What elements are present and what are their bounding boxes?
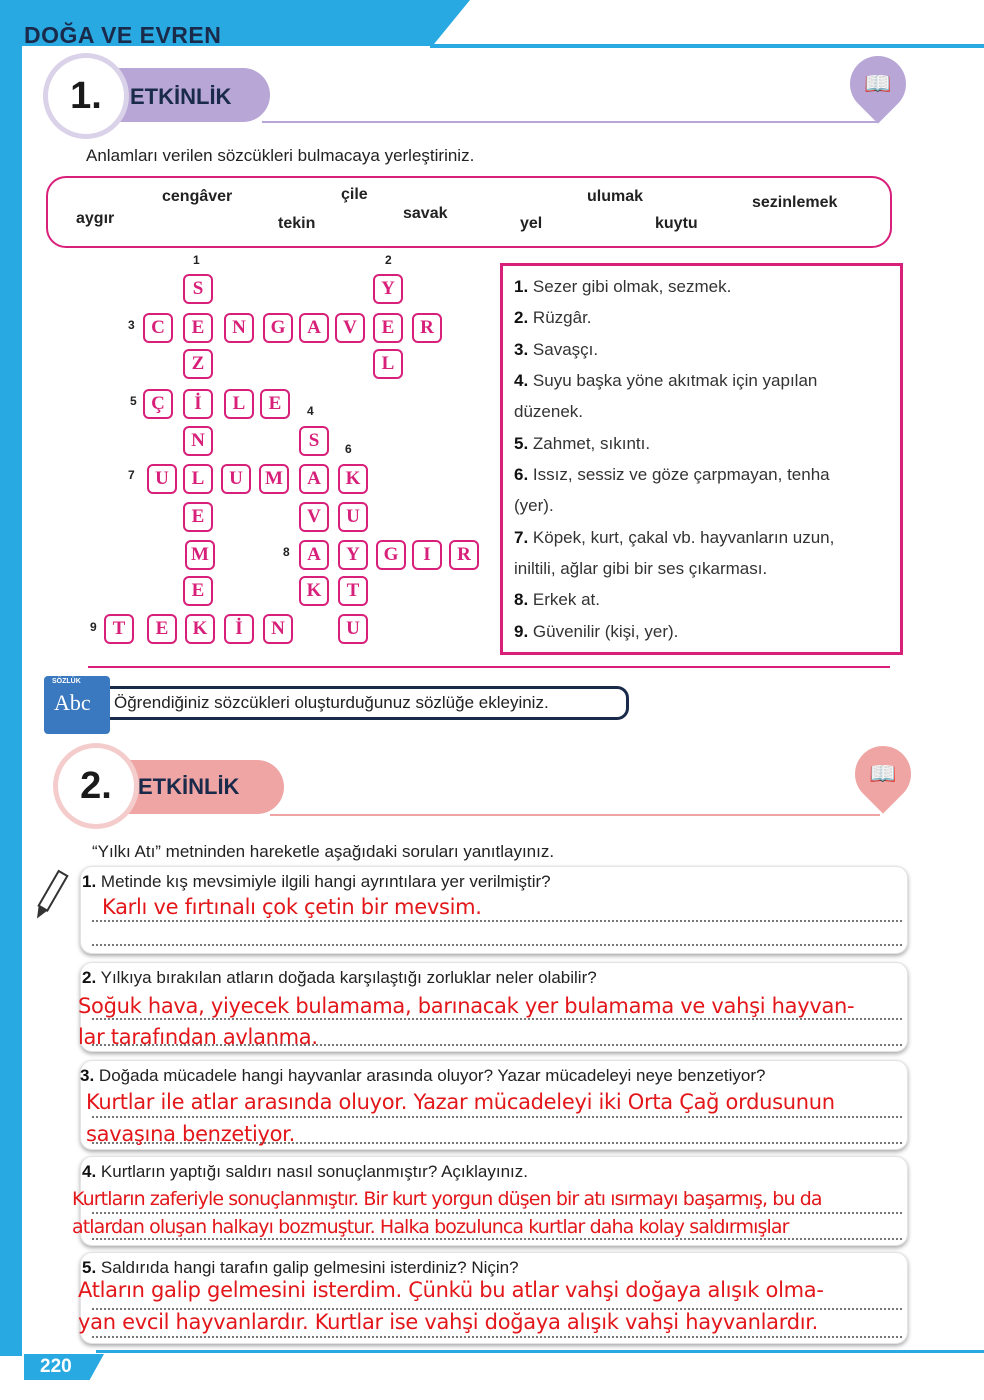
- activity1-number: 1.: [70, 74, 102, 117]
- clue-line: (yer).: [514, 496, 554, 515]
- answer-text: Karlı ve fırtınalı çok çetin bir mevsim.: [102, 895, 482, 919]
- crossword-cell: N: [224, 313, 254, 343]
- book-pin-icon: 📖: [843, 734, 922, 813]
- crossword-cell: S: [183, 274, 213, 304]
- clue-number: 4: [307, 404, 314, 418]
- word-bank-item: aygır: [76, 210, 115, 227]
- left-margin-stripe: [0, 46, 22, 1356]
- crossword-cell: A: [299, 540, 329, 570]
- clue-line: 9. Güvenilir (kişi, yer).: [514, 622, 679, 641]
- activity2-number-badge: [58, 748, 134, 824]
- crossword-cell: T: [338, 576, 368, 606]
- pencil-icon: [30, 868, 70, 924]
- question-text: 1. Metinde kış mevsimiyle ilgili hangi ayrıntılara yer verilmiştir?: [82, 872, 551, 891]
- answer-text: yan evcil hayvanlardır. Kurtlar ise vahşi doğaya alışık vahşi hayvanlardır.: [78, 1310, 819, 1334]
- crossword-cell: E: [183, 502, 213, 532]
- crossword-cell: I: [412, 540, 442, 570]
- word-bank: [46, 176, 892, 248]
- clue-line: 6. Issız, sessiz ve göze çarpmayan, tenha: [514, 465, 830, 484]
- crossword-cell: L: [183, 464, 213, 494]
- clue-line: 2. Rüzgâr.: [514, 308, 592, 327]
- page-number: 220: [40, 1356, 72, 1377]
- activity1-rule: [262, 121, 878, 123]
- word-bank-item: ulumak: [587, 188, 644, 205]
- clue-number: 5: [130, 394, 137, 408]
- crossword-cell: S: [299, 426, 329, 456]
- activity1-label: ETKİNLİK: [130, 84, 232, 109]
- clue-number: 3: [128, 318, 135, 332]
- activity2-rule: [270, 814, 880, 816]
- answer-line: [92, 1212, 902, 1214]
- answer-text: Kurtlar ile atlar arasında oluyor. Yazar mücadeleyi iki Orta Çağ ordusunun: [86, 1090, 835, 1114]
- answer-line: [92, 944, 902, 946]
- answer-text: lar tarafından avlanma.: [78, 1025, 318, 1049]
- clue-line: 5. Zahmet, sıkıntı.: [514, 434, 651, 453]
- unit-title: DOĞA VE EVREN: [24, 22, 222, 48]
- crossword-cell: M: [185, 540, 215, 570]
- sozluk-text: Öğrendiğiniz sözcükleri oluşturduğunuz sözlüğe ekleyiniz.: [114, 693, 549, 712]
- crossword-cell: L: [224, 389, 254, 419]
- answer-line: [92, 1116, 902, 1118]
- answer-line: [92, 1336, 902, 1338]
- clue-number: 8: [283, 545, 290, 559]
- crossword-cell: E: [183, 576, 213, 606]
- answer-text: Kurtların zaferiyle sonuçlanmıştır. Bir kurt yorgun düşen bir atı ısırmayı başarmış, bu da: [72, 1188, 822, 1210]
- word-bank-item: kuytu: [655, 215, 698, 232]
- crossword-cell: İ: [224, 614, 254, 644]
- crossword-cell: A: [299, 464, 329, 494]
- answer-text: atlardan oluşan halkayı bozmuştur. Halka bozulunca kurtlar daha kolay saldırmışlar: [72, 1216, 789, 1238]
- crossword-cell: G: [263, 313, 293, 343]
- clue-line: 3. Savaşçı.: [514, 340, 599, 359]
- crossword-cell: T: [104, 614, 134, 644]
- header-rule: [430, 44, 984, 48]
- footer-rule: [96, 1350, 984, 1353]
- answer-text: savaşına benzetiyor.: [86, 1122, 295, 1146]
- clue-number: 7: [128, 468, 135, 482]
- word-bank-item: savak: [403, 205, 448, 222]
- crossword-cell: E: [183, 313, 213, 343]
- clue-number: 2: [385, 253, 392, 267]
- crossword-cell: İ: [183, 389, 213, 419]
- word-bank-item: yel: [520, 215, 543, 232]
- crossword-cell: A: [299, 313, 329, 343]
- crossword-cell: E: [147, 614, 177, 644]
- clue-line: 4. Suyu başka yöne akıtmak için yapılan: [514, 371, 818, 390]
- answer-text: Atların galip gelmesini isterdim. Çünkü bu atlar vahşi doğaya alışık olma-: [78, 1278, 824, 1302]
- crossword-cell: R: [449, 540, 479, 570]
- question-text: 5. Saldırıda hangi tarafın galip gelmesini isterdiniz? Niçin?: [82, 1258, 519, 1277]
- crossword-cell: Y: [373, 274, 403, 304]
- clue-line: 8. Erkek at.: [514, 590, 601, 609]
- activity1-instruction: Anlamları verilen sözcükleri bulmacaya yerleştiriniz.: [86, 146, 475, 165]
- clue-number: 6: [345, 442, 352, 456]
- clue-line: düzenek.: [514, 402, 583, 421]
- activity2-label: ETKİNLİK: [138, 774, 240, 799]
- crossword-cell: K: [338, 464, 368, 494]
- crossword-cell: E: [373, 313, 403, 343]
- clue-line: iniltili, ağlar gibi bir ses çıkarması.: [514, 559, 768, 578]
- question-text: 3. Doğada mücadele hangi hayvanlar arasında oluyor? Yazar mücadeleyi neye benzetiyor?: [80, 1066, 766, 1085]
- crossword-cell: L: [373, 349, 403, 379]
- crossword-cell: M: [259, 464, 289, 494]
- section-divider: [88, 666, 890, 668]
- abc-label: Abc: [54, 690, 91, 715]
- answer-line: [92, 1018, 902, 1020]
- word-bank-item: cengâver: [162, 188, 233, 205]
- question-text: 4. Kurtların yaptığı saldırı nasıl sonuçlanmıştır? Açıklayınız.: [82, 1162, 528, 1181]
- clue-line: 1. Sezer gibi olmak, sezmek.: [514, 277, 732, 296]
- word-bank-item: tekin: [278, 215, 316, 232]
- crossword-cell: K: [299, 576, 329, 606]
- activity2-instruction: “Yılkı Atı” metninden hareketle aşağıdaki soruları yanıtlayınız.: [92, 842, 555, 861]
- book-pin-icon: 📖: [838, 44, 917, 123]
- crossword-cell: V: [299, 502, 329, 532]
- clue-line: 7. Köpek, kurt, çakal vb. hayvanların uzun,: [514, 528, 835, 547]
- word-bank-item: çile: [341, 186, 368, 203]
- question-text: 2. Yılkıya bırakılan atların doğada karşılaştığı zorluklar neler olabilir?: [82, 968, 597, 987]
- crossword-cell: U: [221, 464, 251, 494]
- crossword-cell: Ç: [143, 389, 173, 419]
- crossword-cell: N: [263, 614, 293, 644]
- answer-text: Soğuk hava, yiyecek bulamama, barınacak yer bulamama ve vahşi hayvan-: [78, 994, 855, 1018]
- crossword-cell: U: [338, 502, 368, 532]
- crossword-cell: N: [183, 426, 213, 456]
- crossword-cell: U: [147, 464, 177, 494]
- activity1-number-badge: [48, 58, 124, 134]
- crossword-cell: C: [143, 313, 173, 343]
- crossword-cell: R: [412, 313, 442, 343]
- crossword-cell: K: [185, 614, 215, 644]
- answer-line: [92, 1238, 902, 1240]
- dictionary-book-icon: [44, 676, 110, 734]
- crossword-cell: E: [260, 389, 290, 419]
- crossword-cell: G: [376, 540, 406, 570]
- crossword-cell: Y: [338, 540, 368, 570]
- crossword-cell: V: [335, 313, 365, 343]
- clue-number: 1: [193, 253, 200, 267]
- crossword-cell: Z: [183, 349, 213, 379]
- activity2-number: 2.: [80, 764, 112, 807]
- sozluk-badge: SÖZLÜK: [52, 678, 81, 685]
- answer-line: [92, 920, 902, 922]
- word-bank-item: sezinlemek: [752, 194, 838, 211]
- crossword-cell: U: [338, 614, 368, 644]
- clue-number: 9: [90, 620, 97, 634]
